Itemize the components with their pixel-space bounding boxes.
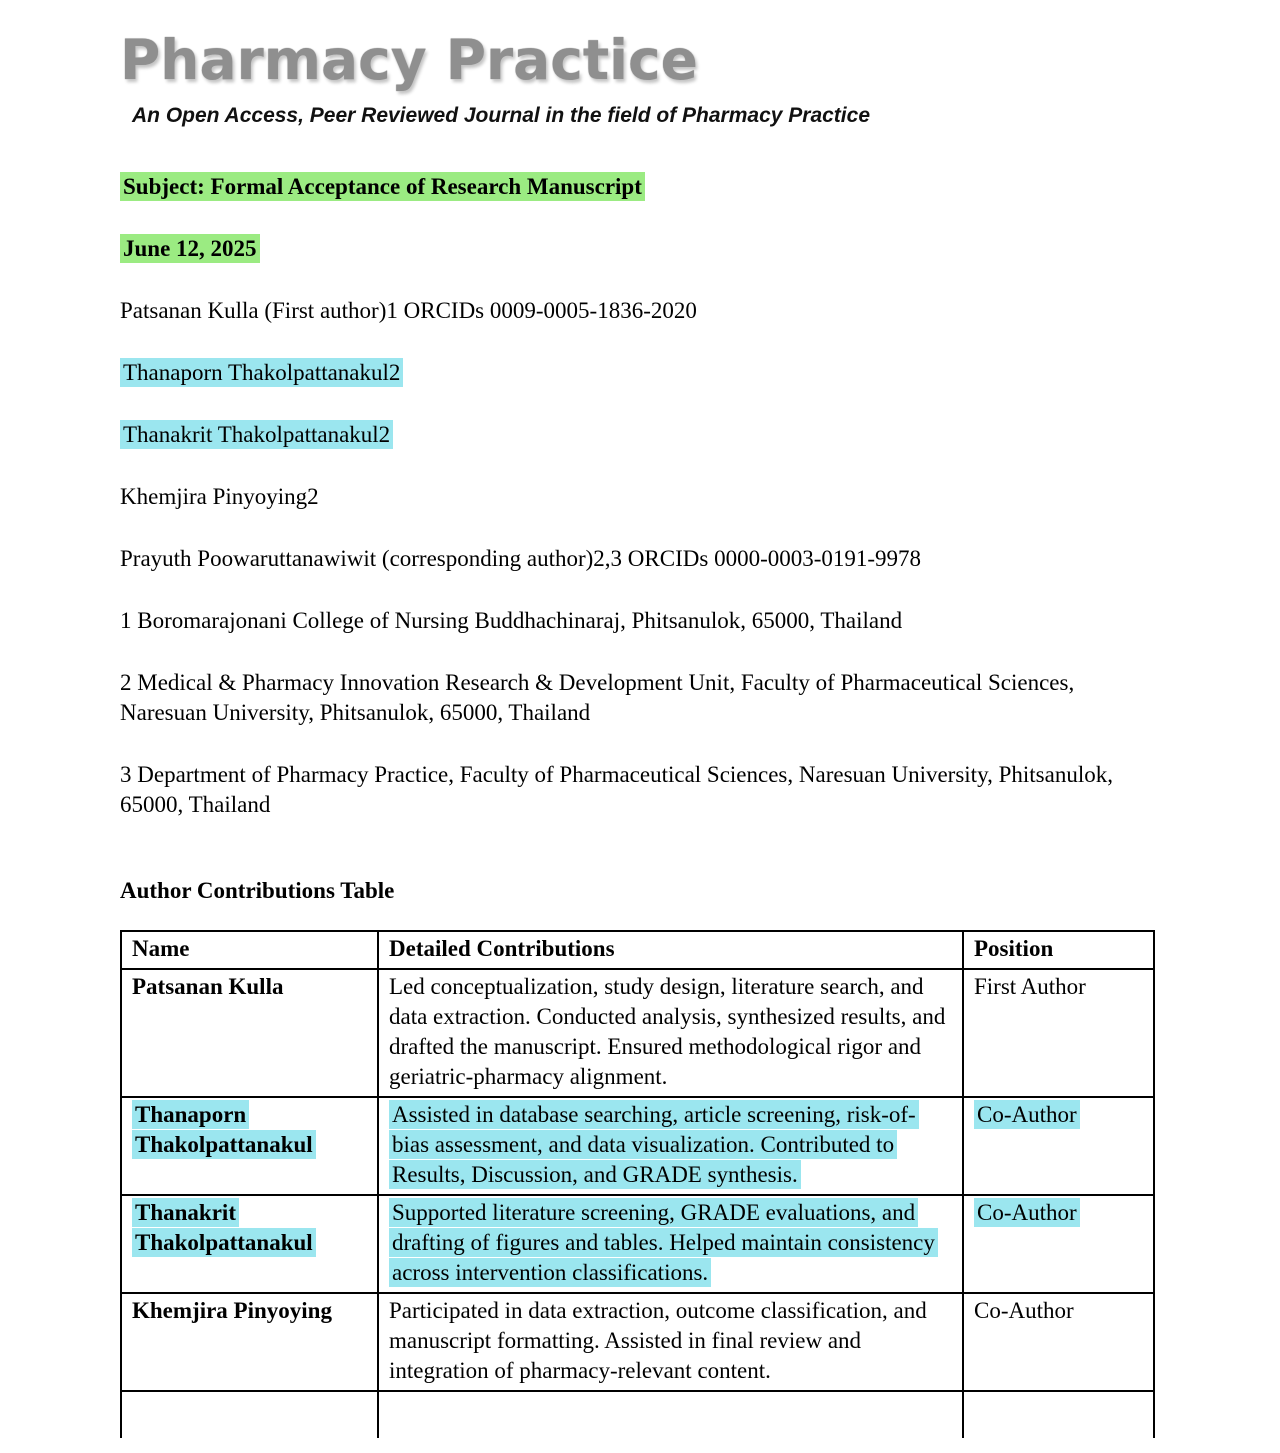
author-line-text: Thanakrit Thakolpattanakul2 — [120, 420, 393, 449]
date-paragraph — [120, 234, 1135, 264]
position-text: Co-Author — [974, 1198, 1080, 1227]
column-header-name: Name — [121, 931, 378, 969]
author-line-3 — [120, 420, 1135, 450]
table-heading: Author Contributions Table — [120, 878, 395, 903]
author-name: Thanaporn Thakolpattanakul — [132, 1100, 316, 1159]
position-text: Co-Author — [974, 1298, 1074, 1323]
author-line-4 — [120, 482, 1135, 512]
position-cell — [963, 1391, 1154, 1438]
author-line-2 — [120, 358, 1135, 388]
affiliation-line-3: 3 Department of Pharmacy Practice, Faculty of Pharmaceutical Sciences, Naresuan University, Phitsanulok, 65000, Thailand — [120, 762, 1113, 817]
name-cell — [121, 1195, 378, 1293]
position-cell — [963, 1195, 1154, 1293]
author-name: Patsanan Kulla — [132, 974, 284, 999]
name-cell — [121, 1391, 378, 1438]
author-line-1 — [120, 296, 1135, 326]
table-row-patsanan — [121, 969, 1154, 1097]
journal-tagline: An Open Access, Peer Reviewed Journal in the field of Pharmacy Practice — [132, 104, 870, 127]
contributions-cell — [378, 1097, 963, 1195]
position-cell — [963, 1097, 1154, 1195]
table-row-khemjira — [121, 1293, 1154, 1391]
table-row-clipped — [121, 1391, 1154, 1438]
contributions-text: Participated in data extraction, outcome classification, and manuscript formatting. Assisted in final review and integration of pharmacy-relevant content. — [389, 1298, 927, 1383]
subject-line: Subject: Formal Acceptance of Research Manuscript — [120, 172, 645, 201]
contributions-text: Supported literature screening, GRADE evaluations, and drafting of figures and tables. Helped maintain consistency across intervention classifications. — [389, 1198, 938, 1287]
contributions-cell — [378, 1195, 963, 1293]
author-line-text: Thanaporn Thakolpattanakul2 — [120, 358, 403, 387]
author-line-text: Khemjira Pinyoying2 — [120, 484, 319, 509]
table-row-thanaporn — [121, 1097, 1154, 1195]
position-cell — [963, 969, 1154, 1097]
position-text: Co-Author — [974, 1100, 1080, 1129]
contributions-text: Led conceptualization, study design, literature search, and data extraction. Conducted analysis, synthesized results, and drafted the manuscript. Ensured methodological rigor and geriatric-pharmacy alignment. — [389, 974, 946, 1089]
author-line-5 — [120, 544, 1135, 574]
column-header-contributions: Detailed Contributions — [378, 931, 963, 969]
contributions-cell — [378, 969, 963, 1097]
table-row-thanakrit — [121, 1195, 1154, 1293]
contributions-cell — [378, 1391, 963, 1438]
column-header-position: Position — [963, 931, 1154, 969]
author-name: Khemjira Pinyoying — [132, 1298, 332, 1323]
position-text: First Author — [974, 974, 1086, 999]
affiliation-line-1: 1 Boromarajonani College of Nursing Buddhachinaraj, Phitsanulok, 65000, Thailand — [120, 608, 903, 633]
name-cell — [121, 969, 378, 1097]
name-cell — [121, 1293, 378, 1391]
author-line-text: Patsanan Kulla (First author)1 ORCIDs 0009-0005-1836-2020 — [120, 298, 697, 323]
author-contributions-table — [120, 930, 1155, 1438]
contributions-text: Assisted in database searching, article screening, risk-of-bias assessment, and data visualization. Contributed to Results, Discussion, and GRADE synthesis. — [389, 1100, 919, 1189]
position-cell — [963, 1293, 1154, 1391]
contributions-cell — [378, 1293, 963, 1391]
name-cell — [121, 1097, 378, 1195]
journal-logo: Pharmacy Practice — [120, 28, 698, 92]
affiliation-line-2: 2 Medical & Pharmacy Innovation Research & Development Unit, Faculty of Pharmaceutical Sciences, Naresuan University, Phitsanulok, 65000, Thailand — [120, 670, 1075, 725]
author-line-text: Prayuth Poowaruttanawiwit (corresponding author)2,3 ORCIDs 0000-0003-0191-9978 — [120, 546, 922, 571]
table-header-row — [121, 931, 1154, 969]
author-name: Thanakrit Thakolpattanakul — [132, 1198, 316, 1257]
date-line: June 12, 2025 — [120, 234, 260, 263]
subject-paragraph — [120, 172, 1135, 202]
